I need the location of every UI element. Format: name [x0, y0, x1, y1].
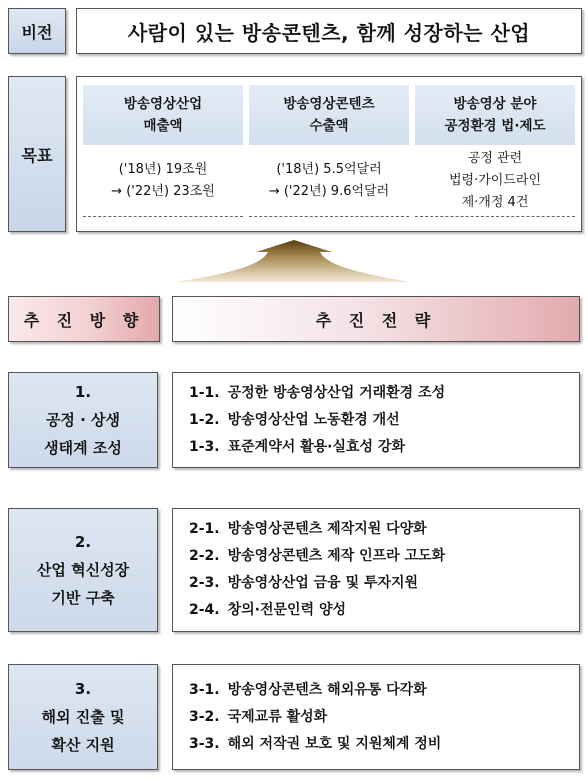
strategy-code: 1-3. — [189, 438, 220, 455]
direction-title-line: 공정 · 상생 — [45, 411, 121, 429]
direction-1 — [8, 372, 158, 468]
strategy-code: 2-4. — [189, 602, 220, 618]
goal-title-line: 방송영상콘텐츠 — [283, 96, 375, 112]
direction-3 — [8, 664, 158, 770]
vision-label: 비전 — [8, 8, 66, 54]
strategy-text: 방송영상콘텐츠 제작지원 다양화 — [227, 521, 427, 537]
direction-title-line: 산업 혁신성장 — [36, 561, 130, 579]
strategy-item — [189, 516, 579, 543]
direction-title-line: 생태계 조성 — [44, 439, 122, 457]
strategy-item — [189, 731, 579, 758]
goal-title-line: 방송영상산업 — [123, 96, 203, 112]
goal-value-line: → ('22년) 9.6억달러 — [268, 183, 390, 199]
goal-value-line: 제·개정 4건 — [461, 194, 529, 210]
goal-title-line: 방송영상 분야 — [453, 96, 537, 112]
strategy-text: 공정한 방송영상산업 거래환경 조성 — [227, 384, 446, 401]
goals-label: 목표 — [8, 76, 66, 232]
strategy-list-1 — [172, 372, 580, 468]
strategy-code: 2-2. — [189, 548, 220, 564]
strategy-code: 3-1. — [189, 681, 220, 698]
strategy-header: 추 진 전 략 — [172, 296, 580, 342]
direction-2 — [8, 508, 158, 632]
up-arrow-icon — [176, 238, 412, 284]
goal-exports — [249, 85, 409, 227]
goal-revenue-target — [83, 145, 243, 217]
direction-number: 2. — [74, 533, 92, 551]
direction-number: 1. — [74, 383, 92, 401]
strategy-text: 방송영상콘텐츠 해외유통 다각화 — [227, 681, 427, 698]
goal-title-line: 매출액 — [143, 118, 183, 134]
strategy-text: 방송영상산업 노동환경 개선 — [227, 411, 400, 428]
goals-panel — [76, 76, 582, 232]
goal-exports-title — [249, 85, 409, 145]
strategy-item — [189, 570, 579, 597]
strategy-item — [189, 704, 579, 731]
goal-fair-law-target — [415, 145, 575, 217]
goal-fair-law — [415, 85, 575, 227]
strategy-item — [189, 407, 579, 434]
goal-value-line: 법령·가이드라인 — [448, 172, 542, 188]
goal-value-line: ('18년) 19조원 — [118, 161, 208, 177]
strategy-list-2 — [172, 508, 580, 632]
goal-revenue-title — [83, 85, 243, 145]
strategy-list-3 — [172, 664, 580, 770]
strategy-code: 1-1. — [189, 384, 220, 401]
strategy-code: 1-2. — [189, 411, 220, 428]
strategy-item — [189, 677, 579, 704]
strategy-item — [189, 597, 579, 624]
direction-header: 추 진 방 향 — [8, 296, 160, 342]
goal-fair-law-title — [415, 85, 575, 145]
strategy-code: 3-2. — [189, 708, 220, 725]
goal-exports-target — [249, 145, 409, 217]
direction-title-line: 기반 구축 — [51, 589, 115, 607]
goal-title-line: 수출액 — [309, 118, 349, 134]
direction-title-line: 해외 진출 및 — [41, 708, 125, 726]
goal-revenue — [83, 85, 243, 227]
strategy-code: 3-3. — [189, 735, 220, 752]
goal-value-line: → ('22년) 23조원 — [111, 183, 215, 199]
direction-number: 3. — [74, 680, 92, 698]
goal-value-line: ('18년) 5.5억달러 — [276, 161, 382, 177]
strategy-code: 2-3. — [189, 575, 220, 591]
strategy-item — [189, 434, 579, 461]
strategy-code: 2-1. — [189, 521, 220, 537]
strategy-text: 방송영상산업 금융 및 투자지원 — [227, 575, 419, 591]
strategy-item — [189, 380, 579, 407]
strategy-item — [189, 543, 579, 570]
vision-statement: 사람이 있는 방송콘텐츠, 함께 성장하는 산업 — [76, 8, 582, 54]
strategy-text: 창의·전문인력 양성 — [227, 602, 347, 618]
goal-value-line: 공정 관련 — [467, 150, 523, 166]
goal-title-line: 공정환경 법·제도 — [444, 118, 546, 134]
direction-title-line: 확산 지원 — [51, 736, 115, 754]
strategy-text: 국제교류 활성화 — [227, 708, 328, 725]
strategy-text: 해외 저작권 보호 및 지원체계 정비 — [227, 735, 442, 752]
strategy-text: 방송영상콘텐츠 제작 인프라 고도화 — [227, 548, 446, 564]
strategy-text: 표준계약서 활용·실효성 강화 — [227, 438, 405, 455]
